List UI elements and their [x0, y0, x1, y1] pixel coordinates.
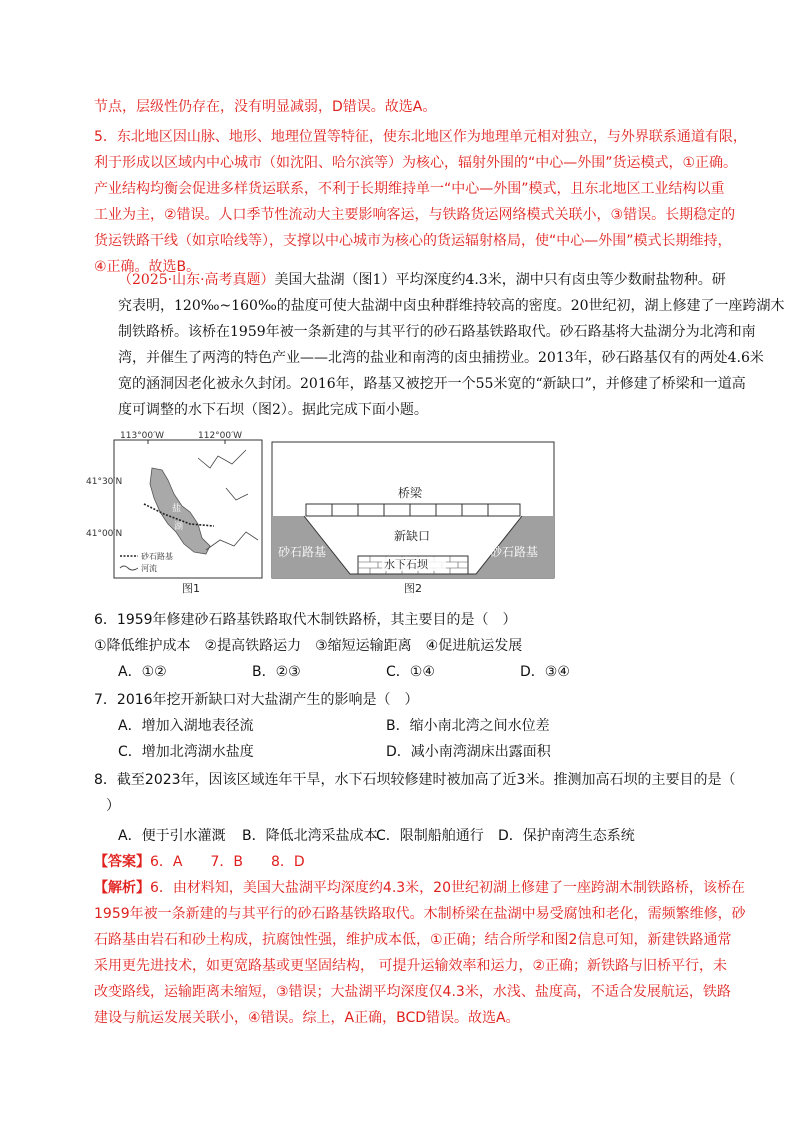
passage-text: 美国大盐湖（图1）平均深度约4.3米，湖中只有卤虫等少数耐盐物种。研 [274, 272, 726, 288]
lat-label-2: 41°00′N [86, 529, 123, 539]
gap-label: 新缺口 [394, 529, 431, 543]
q5-analysis-line: 工业为主，②错误。人口季节性流动大主要影响客运，与铁路货运网络模式关联小，③错误。长期稳定的 [94, 207, 736, 223]
q8-option-b[interactable]: B．降低北湾采盐成本 [242, 828, 378, 844]
source-tag: （2025·山东·高考真题） [118, 272, 275, 288]
q5-analysis-line: ④正确。故选B。 [94, 259, 201, 275]
analysis-label: 【解析】 [94, 880, 150, 896]
q6-option-b[interactable]: B．②③ [252, 664, 301, 680]
q7-option-b[interactable]: B．缩小南北湾之间水位差 [386, 718, 550, 734]
q6-stem: 6．1959年修建砂石路基铁路取代木制铁路桥，其主要目的是（ ） [94, 612, 517, 628]
prev-answer-line: 节点，层级性仍存在，没有明显减弱，D错误。故选A。 [94, 99, 437, 115]
q7-option-c[interactable]: C．增加北湾湖水盐度 [118, 744, 254, 760]
passage-line: 度可调整的水下石坝（图2）。据此完成下面小题。 [118, 402, 428, 418]
figure2-diagram [270, 440, 560, 596]
figure1-caption: 图1 [182, 582, 200, 595]
figure2-caption: 图2 [404, 582, 422, 595]
analysis-line: 建设与航运发展关联小，④错误。综上，A正确，BCD错误。故选A。 [94, 1010, 520, 1026]
q5-analysis-line: 利于形成以区域内中心城市（如沈阳、哈尔滨等）为核心，辐射外围的“中心—外围”货运模式，①正确。 [94, 155, 738, 171]
q6-option-c[interactable]: C．①④ [386, 664, 435, 680]
q5-analysis-line: 货运铁路干线（如京哈线等），支撑以中心城市为核心的货运辐射格局，使“中心—外围”模式长期维持， [94, 233, 732, 249]
legend-river-label: 河流 [141, 564, 157, 573]
q7-option-d[interactable]: D．减小南湾湖床出露面积 [386, 744, 551, 760]
answer-text: 6．A 7．B 8．D [150, 854, 305, 870]
analysis-text: 6．由材料知，美国大盐湖平均深度约4.3米，20世纪初湖上修建了一座跨湖木制铁路桥，该桥在 [150, 880, 745, 896]
passage-line: 究表明，120‰~160‰的盐度可使大盐湖中卤虫种群维持较高的密度。20世纪初，湖上修建了一座跨湖木 [118, 298, 785, 314]
q8-option-a[interactable]: A．便于引水灌溉 [118, 828, 226, 844]
q7-stem: 7．2016年挖开新缺口对大盐湖产生的影响是（ ） [94, 692, 419, 708]
legend-rail-label: 砂石路基 [141, 552, 173, 561]
q8-option-c[interactable]: C．限制船舶通行 [376, 828, 484, 844]
figure1-map [86, 428, 266, 596]
analysis-line: 改变路线，运输距离未缩短，③错误；大盐湖平均深度仅4.3米，水浅、盐度高，不适合发展航运，铁路 [94, 984, 731, 1000]
lake-char-2: 湖 [174, 522, 184, 532]
q5-analysis-line: 产业结构均衡会促进多样货运联系，不利于长期维持单一“中心—外围”模式，且东北地区工业结构以重 [94, 181, 725, 197]
passage-line: 湾，并催生了两湾的特色产业——北湾的盐业和南湾的卤虫捕捞业。2013年，砂石路基仅有的两处4.6米 [118, 350, 764, 366]
lake-char-1: 盐 [172, 504, 182, 514]
q6-option-a[interactable]: A．①② [118, 664, 167, 680]
lon-label-1: 113°00′W [120, 431, 165, 441]
right-bed-label: 砂石路基 [490, 545, 539, 559]
dam-label: 水下石坝 [384, 558, 428, 571]
analysis-line: 1959年被一条新建的与其平行的砂石路基铁路取代。木制桥梁在盐湖中易受腐蚀和老化，需频繁维修，砂 [94, 906, 746, 922]
answer-label: 【答案】 [94, 854, 150, 870]
analysis-line: 石路基由岩石和砂土构成，抗腐蚀性强，维护成本低，①正确；结合所学和图2信息可知，新建铁路通常 [94, 932, 732, 948]
passage-line: 宽的涵洞因老化被永久封闭。2016年，路基又被挖开一个55米宽的“新缺口”，并修建了桥梁和一道高 [118, 376, 746, 392]
q7-option-a[interactable]: A．增加入湖地表径流 [118, 718, 254, 734]
passage-first-line [118, 270, 750, 290]
lon-label-2: 112°00′W [198, 431, 243, 441]
left-bed-label: 砂石路基 [278, 545, 327, 559]
q8-stem-end: ） [106, 798, 120, 814]
analysis-line: 采用更先进技术，如更宽路基或更坚固结构， 可提升运输效率和运力，②正确；新铁路与旧桥平行，未 [94, 958, 727, 974]
q6-option-d[interactable]: D．③④ [520, 664, 570, 680]
q8-stem: 8．截至2023年，因该区域连年干旱，水下石坝较修建时被加高了近3米。推测加高石坝的主要目的是（ [94, 772, 736, 788]
q5-analysis-line: 5．东北地区因山脉、地形、地理位置等特征，使东北地区作为地理单元相对独立，与外界联系通道有限， [94, 129, 747, 145]
lat-label-1: 41°30′N [86, 477, 123, 487]
q6-items: ①降低维护成本 ②提高铁路运力 ③缩短运输距离 ④促进航运发展 [94, 638, 523, 654]
answer-line [94, 852, 726, 872]
q8-option-d[interactable]: D．保护南湾生态系统 [498, 828, 635, 844]
passage-line: 制铁路桥。该桥在1959年被一条新建的与其平行的砂石路基铁路取代。砂石路基将大盐湖分为北湾和南 [118, 324, 756, 340]
bridge-label: 桥梁 [398, 486, 423, 500]
analysis-first-line [94, 878, 745, 898]
